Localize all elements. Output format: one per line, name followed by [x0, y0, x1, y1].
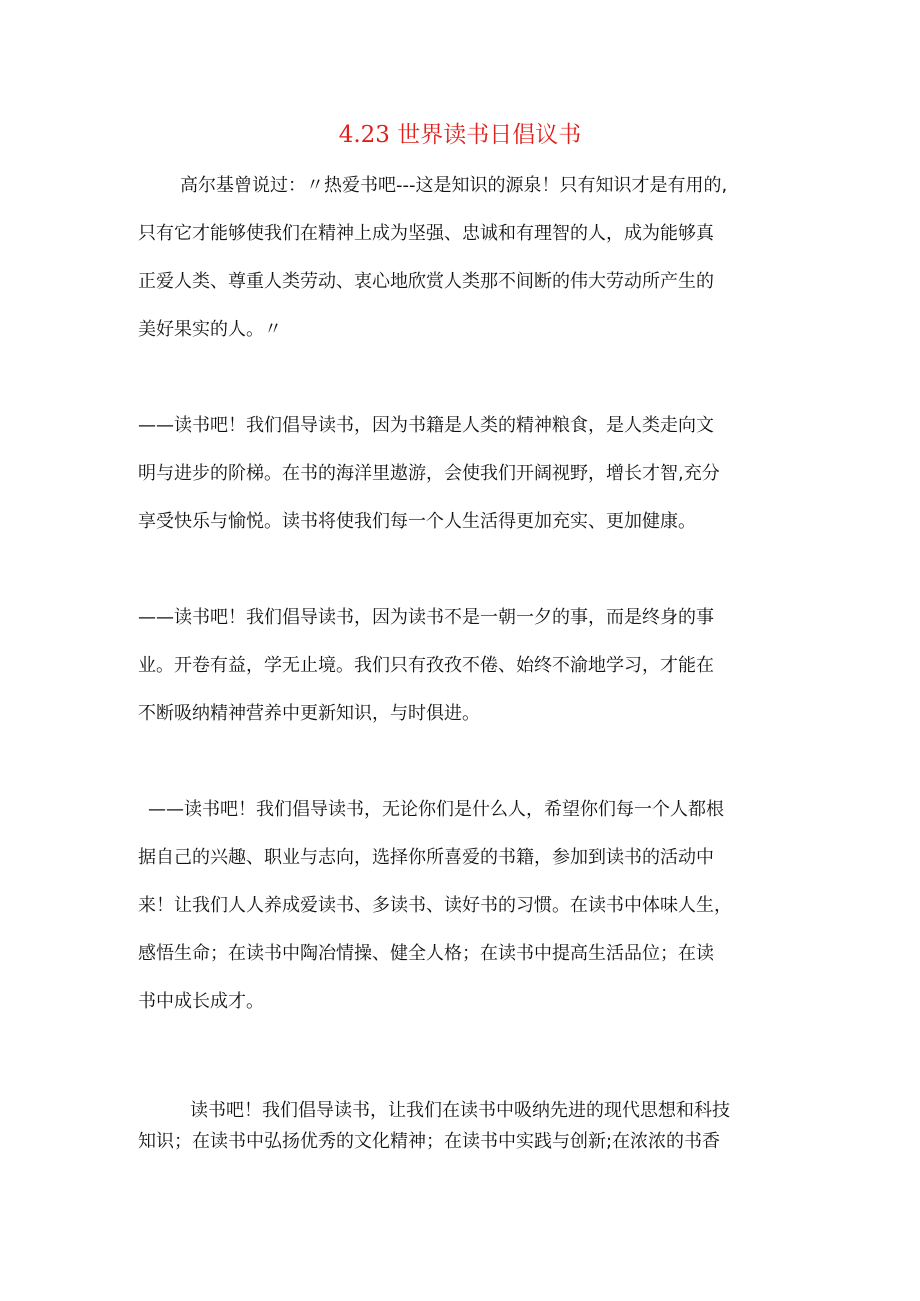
paragraph-2-line-2: 明与进步的阶梯。在书的海洋里遨游，会使我们开阔视野，增长才智,充分 [138, 463, 720, 484]
paragraph-1-line-4: 美好果实的人。〃 [138, 319, 282, 340]
paragraph-3-line-1: ——读书吧！我们倡导读书，因为读书不是一朝一夕的事，而是终身的事 [138, 607, 714, 628]
paragraph-1-line-3: 正爱人类、尊重人类劳动、衷心地欣赏人类那不间断的伟大劳动所产生的 [138, 271, 714, 292]
paragraph-3-line-2: 业。开卷有益，学无止境。我们只有孜孜不倦、始终不渝地学习，才能在 [138, 655, 714, 676]
paragraph-5-line-2: 知识；在读书中弘扬优秀的文化精神；在读书中实践与创新;在浓浓的书香 [138, 1131, 721, 1152]
paragraph-4-line-1: ——读书吧！我们倡导读书，无论你们是什么人，希望你们每一个人都根 [148, 799, 724, 820]
paragraph-4-line-3: 来！让我们人人养成爱读书、多读书、读好书的习惯。在读书中体味人生， [138, 895, 732, 916]
paragraph-3-line-3: 不断吸纳精神营养中更新知识，与时俱进。 [138, 703, 480, 724]
paragraph-4-line-4: 感悟生命；在读书中陶冶情操、健全人格；在读书中提高生活品位；在读 [138, 943, 714, 964]
paragraph-5-line-1: 读书吧！我们倡导读书，让我们在读书中吸纳先进的现代思想和科技 [190, 1100, 730, 1121]
paragraph-4-line-2: 据自己的兴趣、职业与志向，选择你所喜爱的书籍，参加到读书的活动中 [138, 847, 714, 868]
paragraph-1-line-1: 高尔基曾说过：〃热爱书吧---这是知识的源泉！只有知识才是有用的, [180, 175, 728, 196]
paragraph-4-line-5: 书中成长成才。 [138, 991, 264, 1012]
paragraph-2-line-3: 享受快乐与愉悦。读书将使我们每一个人生活得更加充实、更加健康。 [138, 511, 696, 532]
paragraph-2-line-1: ——读书吧！我们倡导读书，因为书籍是人类的精神粮食，是人类走向文 [138, 415, 714, 436]
paragraph-1-line-2: 只有它才能够使我们在精神上成为坚强、忠诚和有理智的人，成为能够真 [138, 223, 714, 244]
document-title: 4.23 世界读书日倡议书 [338, 122, 582, 148]
